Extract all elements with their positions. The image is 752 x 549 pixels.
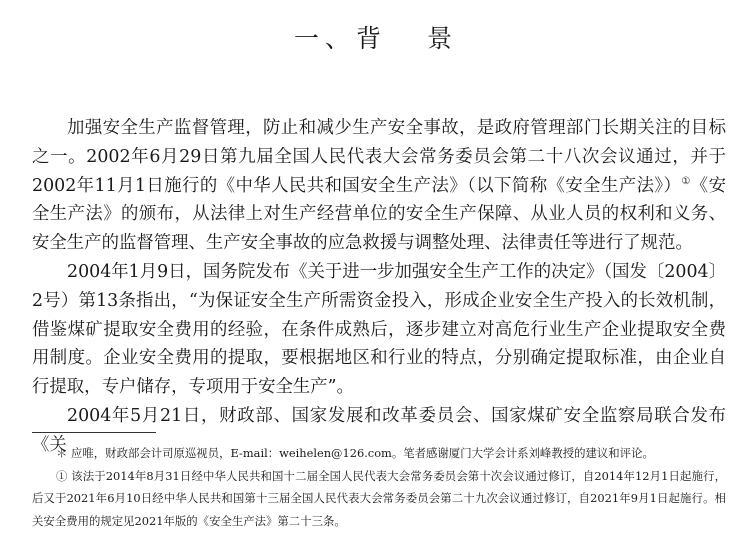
body-text: [32, 114, 726, 460]
footnote-1: ① 该法于2014年8月31日经中华人民共和国十二届全国人民代表大会常务委员会第十次会议通过修订，自2014年12月1日起施行，后又于2021年6月10日经中华人民共和国第十三届全国人民代表大会常务委员会第二十九次会议通过修订，自2021年9月1日起施行。相关安全费用的规定见2021年版的《安全生产法》第二十三条。: [32, 468, 726, 528]
footnote-author: ＊ 应唯，财政部会计司原巡视员，E-mail：weihelen@126.com。笔者感谢厦门大学会计系刘峰教授的建议和评论。: [56, 446, 654, 460]
footnote-separator: [32, 432, 156, 433]
heading-part-1: 一、背: [293, 24, 387, 53]
heading-part-2: 景: [427, 24, 459, 53]
section-heading: [0, 22, 752, 56]
paragraph-1-text: 加强安全生产监督管理，防止和减少生产安全事故，是政府管理部门长期关注的目标之一。2002年6月29日第九届全国人民代表大会常务委员会第二十八次会议通过，并于2002年11月1日施行的《中华人民共和国安全生产法》（以下简称《安全生产法》）: [32, 118, 726, 196]
paragraph-3: 2004年5月21日，财政部、国家发展和改革委员会、国家煤矿安全监察局联合发布《关: [32, 405, 726, 455]
paragraph-1-continued: 《安全生产法》的颁布，从法律上对生产经营单位的安全生产保障、从业人员的权利和义务、安全生产的监督管理、生产安全事故的应急救援与调整处理、法律责任等进行了规范。: [32, 175, 726, 254]
paragraph-1: [32, 114, 726, 258]
footnotes: [32, 442, 726, 532]
footnote-reference: ①: [681, 175, 691, 187]
paragraph-2: 2004年1月9日，国务院发布《关于进一步加强安全生产工作的决定》（国发〔2004〕2号）第13条指出，“为保证安全生产所需资金投入，形成企业安全生产投入的长效机制，借鉴煤矿提取安全费用的经验，在条件成熟后，逐步建立对高危行业生产企业提取安全费用制度。企业安全费用的提取，要根据地区和行业的特点，分别确定提取标准，由企业自行提取，专户储存，专项用于安全生产”。: [32, 261, 726, 398]
